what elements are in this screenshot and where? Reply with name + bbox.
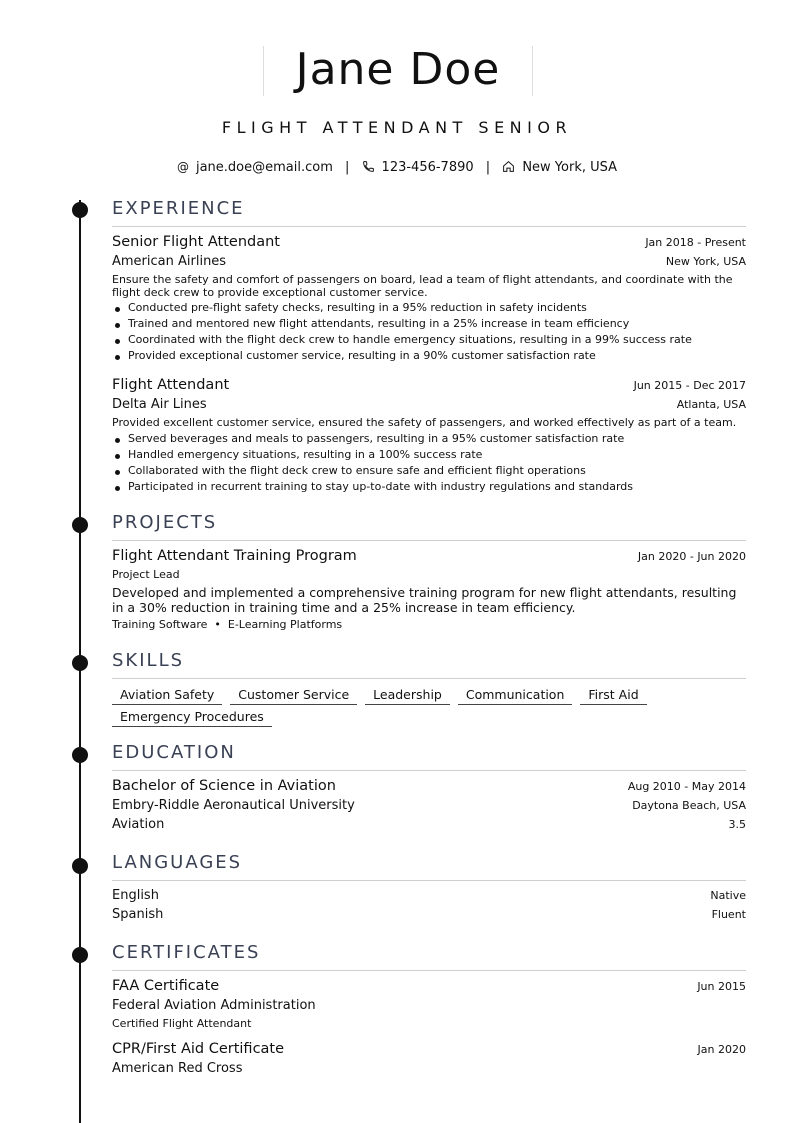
contact-separator: | <box>345 160 350 175</box>
experience-header <box>112 234 746 250</box>
language-row <box>112 907 746 922</box>
list-item: Participated in recurrent training to stay up-to-date with industry regulations and standards <box>112 479 746 495</box>
job-location: New York, USA <box>665 255 746 268</box>
section-title-experience: EXPERIENCE <box>112 198 746 227</box>
section-title-certificates: CERTIFICATES <box>112 942 746 971</box>
certificate-issuer: American Red Cross <box>112 1061 243 1076</box>
skill-tag: First Aid <box>580 687 646 705</box>
skill-tag: Leadership <box>365 687 450 705</box>
education-subheader <box>112 798 746 813</box>
job-bullets <box>112 300 746 364</box>
experience-subheader <box>112 254 746 269</box>
language-name: Spanish <box>112 907 164 922</box>
timeline-dot <box>72 947 88 963</box>
job-company: American Airlines <box>112 254 227 269</box>
project-tools: Training Software • E-Learning Platforms <box>112 618 343 631</box>
project-name: Flight Attendant Training Program <box>112 548 357 564</box>
section-title-education: EDUCATION <box>112 742 746 771</box>
gpa: 3.5 <box>728 818 746 831</box>
skills-list <box>112 687 746 727</box>
timeline-dot <box>72 858 88 874</box>
contact-location: New York, USA <box>522 160 618 175</box>
experience-header <box>112 377 746 393</box>
timeline-dot <box>72 655 88 671</box>
certificate-header <box>112 1041 746 1057</box>
list-item: Collaborated with the flight deck crew to ensure safe and efficient flight operations <box>112 463 746 479</box>
project-role: Project Lead <box>112 568 180 581</box>
name-frame <box>263 46 533 96</box>
certificate-date: Jun 2015 <box>697 980 746 993</box>
certificate-name: FAA Certificate <box>112 978 220 994</box>
section-title-languages: LANGUAGES <box>112 852 746 881</box>
certificate-header <box>112 978 746 994</box>
contact-email[interactable]: jane.doe@email.com <box>195 160 333 175</box>
list-item: Coordinated with the flight deck crew to handle emergency situations, resulting in a 99% success rate <box>112 332 746 348</box>
language-level: Fluent <box>711 908 746 921</box>
job-location: Atlanta, USA <box>676 398 746 411</box>
job-role: Senior Flight Attendant <box>112 234 280 250</box>
job-summary: Ensure the safety and comfort of passengers on board, lead a team of flight attendants, and coordinate with the flight deck crew to provide exceptional customer service. <box>112 273 733 299</box>
list-item: Handled emergency situations, resulting in a 100% success rate <box>112 447 746 463</box>
timeline-dot <box>72 517 88 533</box>
field-of-study: Aviation <box>112 817 165 832</box>
project-dates: Jan 2020 - Jun 2020 <box>637 550 746 563</box>
language-name: English <box>112 888 159 903</box>
skill-tag: Aviation Safety <box>112 687 222 705</box>
skill-tag: Customer Service <box>230 687 357 705</box>
list-item: Trained and mentored new flight attendants, resulting in a 25% increase in team efficiency <box>112 316 746 332</box>
candidate-name: Jane Doe <box>295 44 501 95</box>
certificate-name: CPR/First Aid Certificate <box>112 1041 285 1057</box>
experience-subheader <box>112 397 746 412</box>
education-detail <box>112 817 746 832</box>
project-description: Developed and implemented a comprehensive training program for new flight attendants, resulting in a 30% reduction in training time and a 25% increase in team efficiency. <box>112 585 737 615</box>
skill-tag: Communication <box>458 687 573 705</box>
list-item: Provided exceptional customer service, resulting in a 90% customer satisfaction rate <box>112 348 746 364</box>
job-company: Delta Air Lines <box>112 397 207 412</box>
section-title-projects: PROJECTS <box>112 512 746 541</box>
contact-line <box>0 160 794 175</box>
contact-separator: | <box>485 160 491 175</box>
list-item: Served beverages and meals to passengers, resulting in a 95% customer satisfaction rate <box>112 431 746 447</box>
home-icon <box>502 160 515 174</box>
phone-icon <box>362 160 375 174</box>
certificate-note: Certified Flight Attendant <box>112 1017 252 1030</box>
language-row <box>112 888 746 903</box>
contact-phone[interactable]: 123-456-7890 <box>381 160 474 175</box>
timeline-dot <box>72 747 88 763</box>
education-location: Daytona Beach, USA <box>632 799 746 812</box>
school: Embry-Riddle Aeronautical University <box>112 798 355 813</box>
at-icon: @ <box>176 160 189 174</box>
skill-tag: Emergency Procedures <box>112 709 272 727</box>
section-title-skills: SKILLS <box>112 650 746 679</box>
job-role: Flight Attendant <box>112 377 230 393</box>
job-bullets <box>112 431 746 495</box>
job-summary: Provided excellent customer service, ensured the safety of passengers, and worked effectively as part of a team. <box>112 416 737 429</box>
certificate-date: Jan 2020 <box>697 1043 746 1056</box>
job-title: FLIGHT ATTENDANT SENIOR <box>221 118 573 137</box>
timeline-dot <box>72 202 88 218</box>
certificate-issuer: Federal Aviation Administration <box>112 998 316 1013</box>
list-item: Conducted pre-flight safety checks, resulting in a 95% reduction in safety incidents <box>112 300 746 316</box>
language-level: Native <box>710 889 746 902</box>
job-dates: Jan 2018 - Present <box>645 236 746 249</box>
degree: Bachelor of Science in Aviation <box>112 778 336 794</box>
education-header <box>112 778 746 794</box>
job-dates: Jun 2015 - Dec 2017 <box>633 379 746 392</box>
education-dates: Aug 2010 - May 2014 <box>627 780 746 793</box>
project-header <box>112 548 746 564</box>
